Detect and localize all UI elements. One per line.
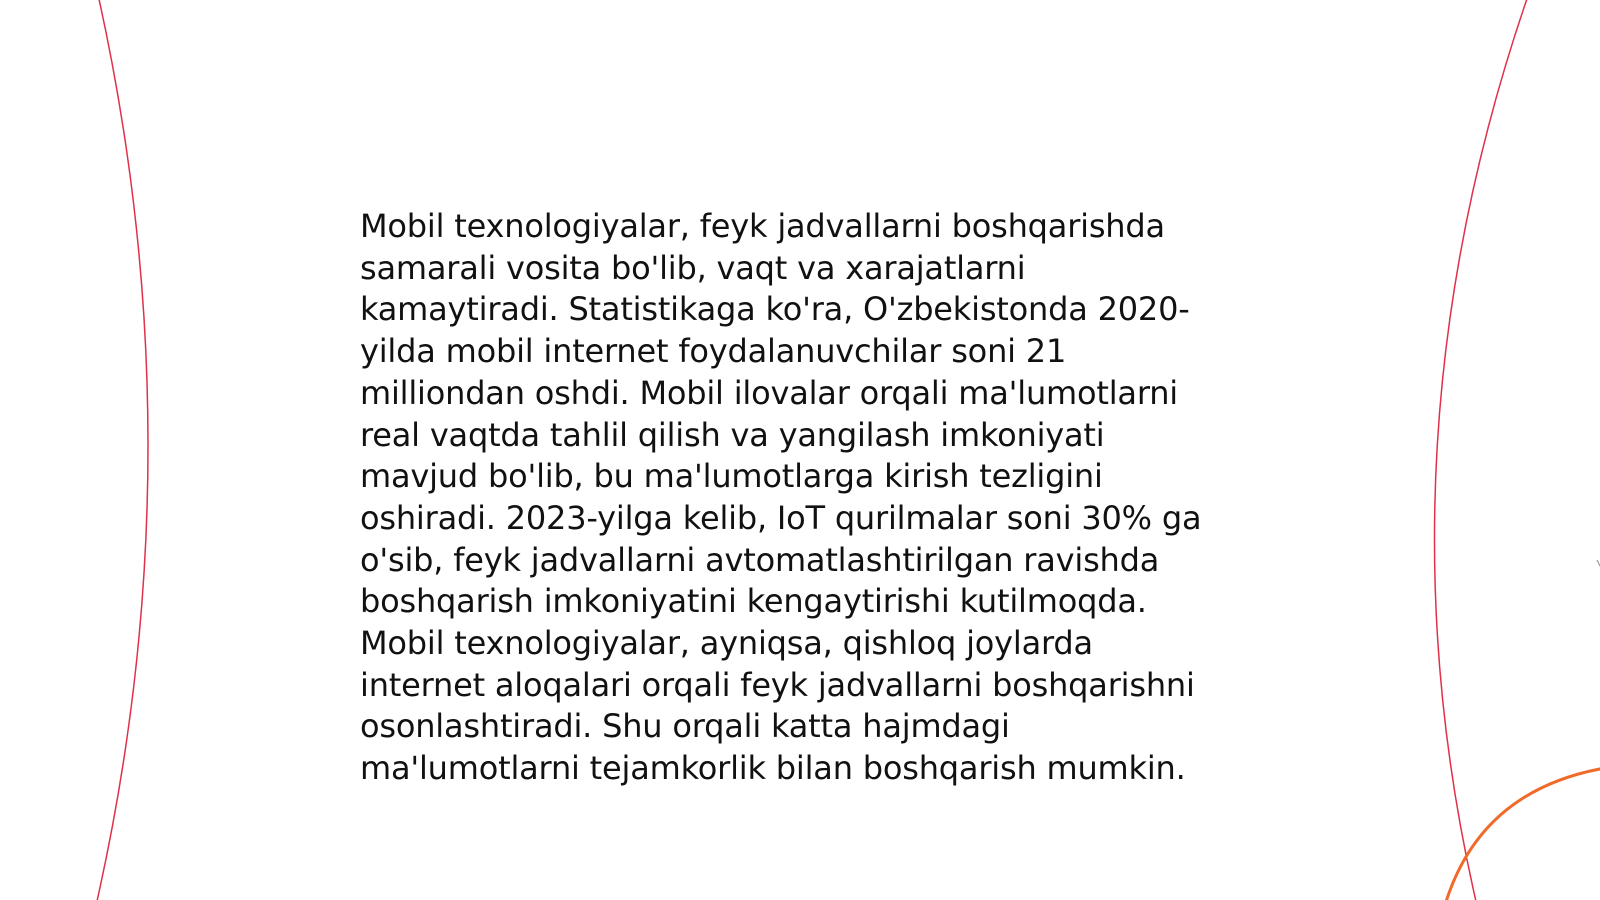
bottom-right-accent-arc [1445, 768, 1600, 900]
paragraph-line: ma'lumotlarni tejamkorlik bilan boshqarish mumkin. [360, 749, 1186, 788]
paragraph-line: mavjud bo'lib, bu ma'lumotlarga kirish tezligini [360, 457, 1103, 496]
paragraph-line: internet aloqalari orqali feyk jadvallarni boshqarishni [360, 665, 1195, 704]
paragraph-line: Mobil texnologiyalar, feyk jadvallarni boshqarishda [360, 207, 1165, 245]
paragraph-line: samarali vosita bo'lib, vaqt va xarajatlarni [360, 248, 1026, 287]
paragraph-line: kamaytiradi. Statistikaga ko'ra, O'zbekistonda 2020- [360, 290, 1190, 329]
paragraph-line: osonlashtiradi. Shu orqali katta hajmdagi [360, 707, 1010, 746]
paragraph-line: milliondan oshdi. Mobil ilovalar orqali ma'lumotlarni [360, 373, 1178, 412]
paragraph-line: yilda mobil internet foydalanuvchilar soni 21 [360, 332, 1067, 371]
paragraph-line: Mobil texnologiyalar, ayniqsa, qishloq joylarda [360, 624, 1093, 663]
paragraph-line: o'sib, feyk jadvallarni avtomatlashtirilgan ravishda [360, 540, 1160, 579]
right-curve-line [1434, 0, 1530, 900]
paragraph-line: boshqarish imkoniyatini kengaytirishi kutilmoqda. [360, 582, 1147, 621]
left-curve-line [95, 0, 148, 900]
paragraph-line: real vaqtda tahlil qilish va yangilash imkoniyati [360, 415, 1105, 454]
body-paragraph [360, 206, 1240, 790]
paragraph-line: oshiradi. 2023-yilga kelib, IoT qurilmalar soni 30% ga [360, 498, 1202, 537]
